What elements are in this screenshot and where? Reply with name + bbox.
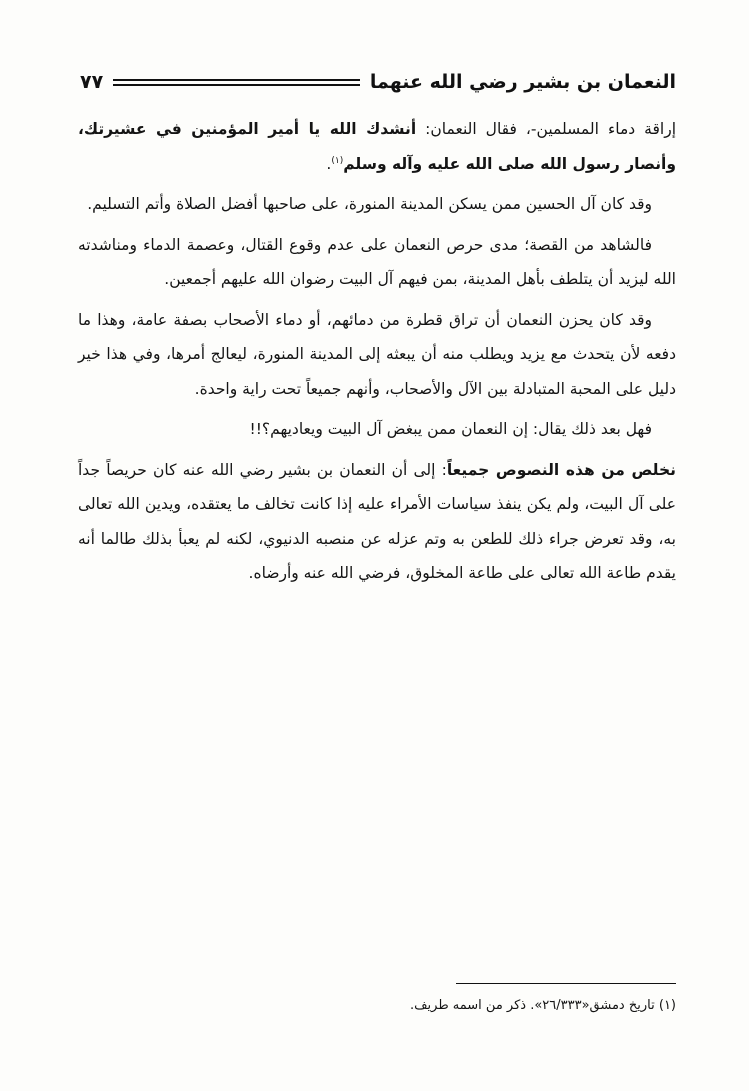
page-header [80,64,676,100]
conclusion-heading: نخلص من هذه النصوص جميعاً [446,460,676,479]
body-text [78,112,676,597]
paragraph-5: فهل بعد ذلك يقال: إن النعمان ممن يبغض آل البيت ويعاديهم؟!! [249,420,652,438]
footnote-marker: (١) [331,155,344,166]
paragraph-2: وقد كان آل الحسين ممن يسكن المدينة المنورة، على صاحبها أفضل الصلاة وأتم التسليم. [87,195,652,213]
paragraph-1-text: إراقة دماء المسلمين-، فقال النعمان: [416,120,676,138]
header-double-rule [113,79,360,86]
page-number: ٧٧ [80,71,104,93]
running-title: النعمان بن بشير رضي الله عنهما [369,71,676,93]
paragraph-1-quote: أنشدك الله يا أمير المؤمنين في عشيرتك، وأنصار رسول الله صلى الله عليه وآله وسلم [78,120,676,173]
paragraph-6 [78,453,676,591]
footnote: (١) تاريخ دمشق«٢٦/٣٣٣». ذكر من اسمه طريف. [409,998,676,1013]
paragraph-1 [78,112,676,181]
paragraph-1-end: . [326,154,332,173]
paragraph-3: فالشاهد من القصة؛ مدى حرص النعمان على عدم وقوع القتال، وعصمة الدماء ومناشدته الله ليزيد أن يتلطف بأهل المدينة، بمن فيهم آل البيت رضوان الله عليهم أجمعين. [78,235,676,288]
paragraph-4: وقد كان يحزن النعمان أن تراق قطرة من دمائهم، أو دماء الأصحاب بصفة عامة، وهذا ما دفعه لأن يتحدث مع يزيد ويطلب منه أن يبعثه إلى المدينة المنورة، ليعالج أمرها، وفي هذا خير دليل على المحبة المتبادلة بين الآل والأصحاب، وأنهم جميعاً تحت راية واحدة. [78,310,676,398]
footnote-separator [456,983,676,984]
paragraph-6-text: : إلى أن النعمان بن بشير رضي الله عنه كان حريصاً جداً على آل البيت، ولم يكن ينفذ سياسات الأمراء عليه إذا كانت تخالف ما يعتقده، ويدين الله تعالى به، وقد تعرض جراء ذلك للطعن به وتم عزله عن منصبه الدنيوي، لكنه لم يعبأ بذلك طالما أنه يقدم طاعة الله تعالى على طاعة المخلوق، فرضي الله عنه وأرضاه. [78,460,676,582]
